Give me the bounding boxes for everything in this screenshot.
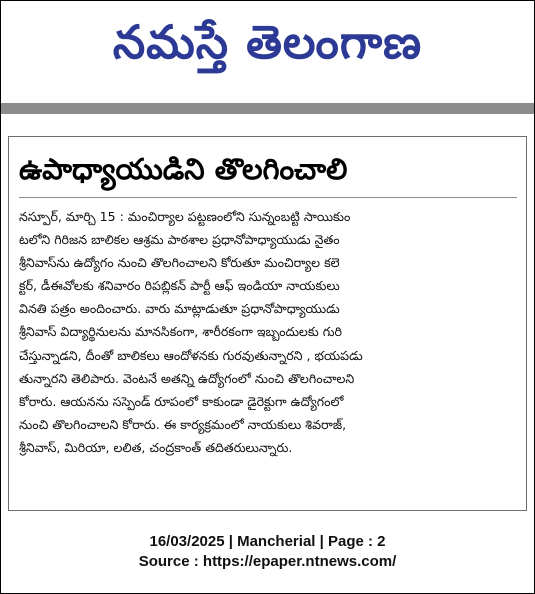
masthead-divider-band: [1, 103, 534, 114]
newspaper-masthead: నమస్తే తెలంగాణ: [112, 15, 423, 69]
article-line: చేస్తున్నాడని, దీంతో బాలికలు ఆందోళనకు గురవుతున్నారని , భయపడు: [19, 347, 363, 363]
article-line: క్టర్, డీఈవోలకు శనివారం రిపబ్లికన్ పార్టీ ఆఫ్ ఇండియా నాయకులు: [19, 278, 340, 294]
footer-dateline: 16/03/2025 | Mancherial | Page : 2: [149, 533, 386, 550]
article-line: వినతి పత్రం అందించారు. వారు మాట్లాడుతూ ప్రధానోపాధ్యాయుడు: [19, 301, 340, 317]
article-body: [19, 205, 517, 459]
headline-rule: [19, 197, 517, 198]
article-line: శ్రీనివాస్ విద్యార్థినులను మానసికంగా, శారీరకంగా ఇబ్బందులకు గురి: [19, 324, 342, 340]
clipping-footer: [0, 532, 535, 572]
article-clipping: [8, 136, 527, 511]
article-line: నుంచి తొలగించాలని కోరారు. ఈ కార్యక్రమంలో నాయకులు శివరాజ్,: [19, 416, 347, 432]
article-line: టలోని గిరిజన బాలికల ఆశ్రమ పాఠశాల ప్రధానోపాధ్యాయుడు నైతం: [19, 232, 340, 248]
article-line: కోరారు. ఆయనను సస్పెండ్ రూపంలో కాకుండా డైరెక్టుగా ఉద్యోగంలో: [19, 393, 344, 409]
article-line: శ్రీనివాస్‌ను ఉద్యోగం నుంచి తొలగించాలని కోరుతూ మంచిర్యాల కలె: [19, 255, 340, 271]
article-line: తున్నారని తెలిపారు. వెంటనే అతన్ని ఉద్యోగంలో నుంచి తొలగించాలని: [19, 370, 355, 386]
article-line: నస్పూర్, మార్చి 15 : మంచిర్యాల పట్టణంలోని సున్నంబట్టి సాయికుం: [19, 209, 351, 224]
footer-source: Source : https://epaper.ntnews.com/: [138, 553, 397, 570]
article-line: శ్రీనివాస్, మిరియా, లలిత, చంద్రకాంత్ తదితరులున్నారు.: [19, 439, 293, 455]
article-headline: ఉపాధ్యాయుడిని తొలగించాలి: [19, 152, 348, 186]
